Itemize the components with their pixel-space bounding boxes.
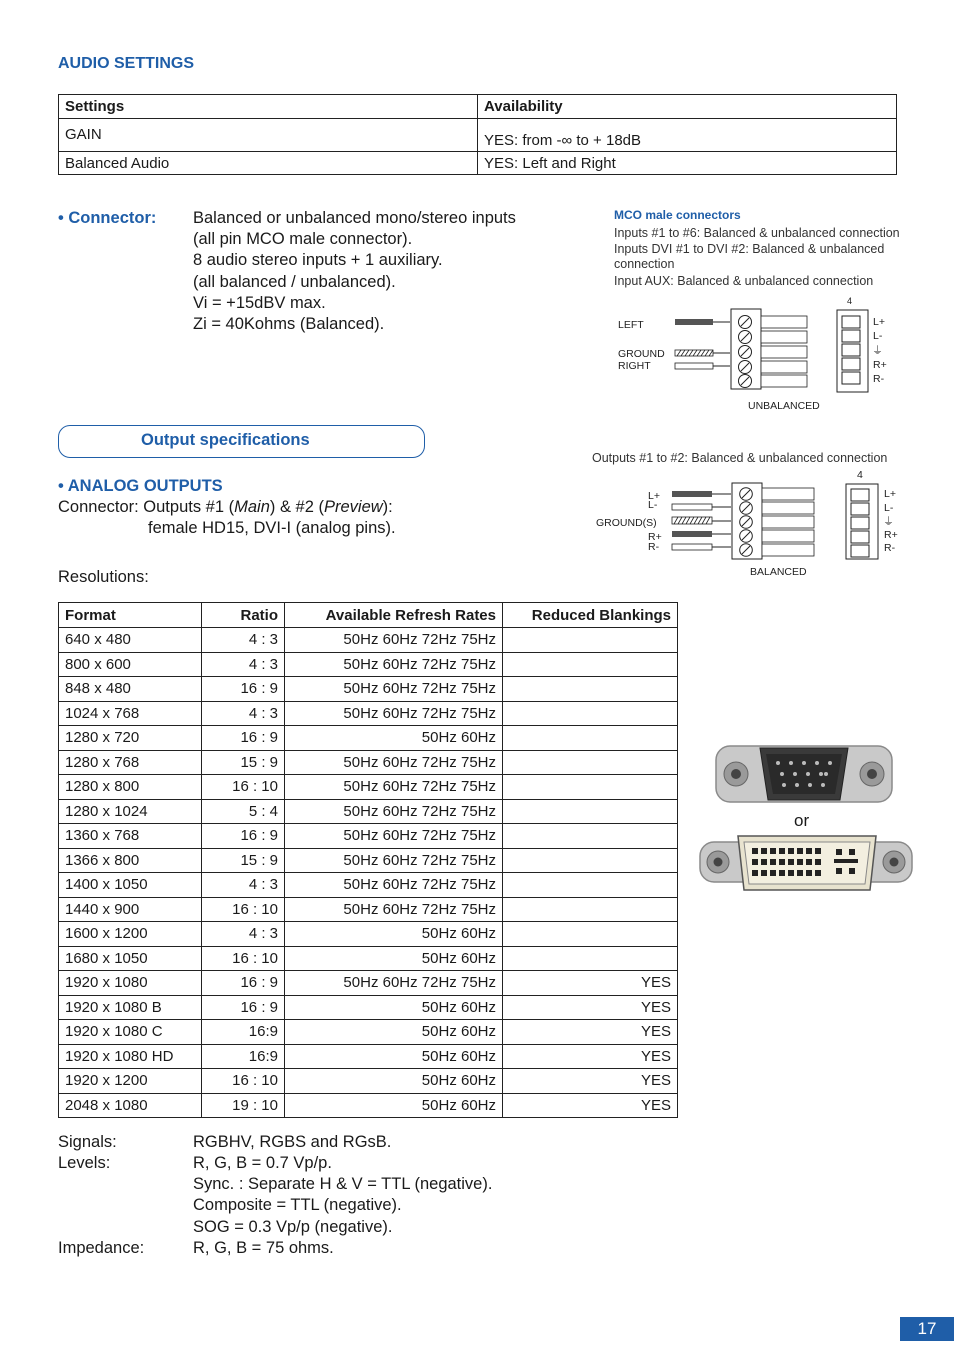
right-label: RIGHT	[618, 360, 651, 372]
table-cell: 50Hz 60Hz 72Hz 75Hz	[285, 897, 503, 922]
table-cell: YES	[503, 1020, 678, 1045]
table-cell: 50Hz 60Hz	[285, 1093, 503, 1118]
table-cell: 50Hz 60Hz	[285, 1020, 503, 1045]
balanced-wires	[672, 491, 731, 550]
table-cell: 4 : 3	[202, 628, 285, 653]
table-row	[59, 726, 678, 751]
table-row	[59, 971, 678, 996]
table-cell: 16:9	[202, 1020, 285, 1045]
outputs-note: Outputs #1 to #2: Balanced & unbalanced connection	[592, 451, 888, 465]
mco-notes	[614, 225, 900, 289]
table-header-row	[59, 603, 678, 628]
ground-label: GROUND	[618, 348, 665, 360]
table-cell: 50Hz 60Hz 72Hz 75Hz	[285, 750, 503, 775]
levels-line: Composite = TTL (negative).	[193, 1196, 402, 1215]
table-cell: 1366 x 800	[59, 848, 202, 873]
table-cell: 16 : 9	[202, 824, 285, 849]
main-label: Main	[234, 498, 270, 516]
pin-label: L+	[884, 488, 896, 500]
pin-label: R-	[884, 542, 896, 554]
table-cell: 4 : 3	[202, 652, 285, 677]
table-cell: 16 : 10	[202, 897, 285, 922]
table-cell: 50Hz 60Hz 72Hz 75Hz	[285, 971, 503, 996]
table-cell	[503, 628, 678, 653]
text-span: ) & #2 (	[269, 498, 324, 516]
table-cell: 1600 x 1200	[59, 922, 202, 947]
table-cell: 16 : 9	[202, 995, 285, 1020]
pin-count-label: 4	[847, 296, 853, 306]
table-cell	[503, 677, 678, 702]
pin-label: R+	[873, 359, 887, 371]
table-cell: 4 : 3	[202, 922, 285, 947]
column-header-format: Format	[59, 603, 202, 628]
table-cell	[503, 824, 678, 849]
table-cell: 50Hz 60Hz 72Hz 75Hz	[285, 775, 503, 800]
table-cell: 1680 x 1050	[59, 946, 202, 971]
wire-right	[675, 363, 730, 369]
table-cell: YES	[503, 1044, 678, 1069]
table-cell: YES	[503, 1093, 678, 1118]
table-row	[59, 677, 678, 702]
table-cell: 16:9	[202, 1044, 285, 1069]
table-row	[59, 1020, 678, 1045]
table-cell: 16 : 9	[202, 971, 285, 996]
table-cell: 50Hz 60Hz	[285, 1044, 503, 1069]
audio-settings-table	[58, 94, 897, 175]
table-cell: YES: Left and Right	[478, 152, 897, 175]
pin-label: L+	[873, 316, 885, 328]
pin-connector-side-view	[837, 310, 868, 392]
table-row	[59, 922, 678, 947]
output-specifications-box	[58, 425, 425, 458]
table-cell: YES	[503, 971, 678, 996]
table-cell: Balanced Audio	[59, 152, 478, 175]
table-cell: 50Hz 60Hz 72Hz 75Hz	[285, 873, 503, 898]
analog-connector-line	[58, 497, 393, 518]
page-number: 17	[900, 1317, 954, 1341]
audio-settings-heading: AUDIO SETTINGS	[58, 55, 195, 72]
table-cell: 4 : 3	[202, 873, 285, 898]
ground-symbol-icon: ⏚	[872, 345, 883, 357]
table-cell: 4 : 3	[202, 701, 285, 726]
rplus-label: R+	[648, 531, 662, 543]
mco-title: MCO male connectors	[614, 208, 741, 222]
table-cell: 16 : 10	[202, 946, 285, 971]
connector-line: 8 audio stereo inputs + 1 auxiliary.	[193, 251, 443, 270]
table-cell	[503, 897, 678, 922]
balanced-caption: BALANCED	[750, 566, 807, 578]
table-row	[59, 824, 678, 849]
wire-ground	[675, 350, 730, 356]
impedance-value: R, G, B = 75 ohms.	[193, 1239, 334, 1257]
mco-note: Inputs #1 to #6: Balanced & unbalanced connection	[614, 226, 900, 240]
table-cell: 50Hz 60Hz 72Hz 75Hz	[285, 628, 503, 653]
output-specifications-title: Output specifications	[141, 431, 310, 449]
table-cell: 1280 x 1024	[59, 799, 202, 824]
connector-line: Zi = 40Kohms (Balanced).	[193, 315, 385, 334]
table-row	[59, 946, 678, 971]
terminal-block	[731, 309, 807, 389]
table-cell: 15 : 9	[202, 848, 285, 873]
levels-line: Sync. : Separate H & V = TTL (negative).	[193, 1175, 493, 1194]
table-row	[59, 750, 678, 775]
table-cell: YES	[503, 995, 678, 1020]
mco-note: connection	[614, 257, 675, 271]
connector-line: (all pin MCO male connector).	[193, 230, 413, 249]
column-header-refresh-rates: Available Refresh Rates	[285, 603, 503, 628]
table-cell	[503, 946, 678, 971]
table-cell: 50Hz 60Hz	[285, 726, 503, 751]
column-header-reduced-blankings: Reduced Blankings	[503, 603, 678, 628]
table-cell	[503, 701, 678, 726]
unbalanced-wiring-diagram	[610, 292, 910, 417]
connector-description	[193, 208, 516, 335]
hd15-connector-image	[714, 738, 894, 810]
table-cell: 1280 x 720	[59, 726, 202, 751]
column-header-settings: Settings	[59, 95, 478, 119]
pin-label: L-	[873, 330, 883, 342]
table-cell	[503, 726, 678, 751]
table-cell: 50Hz 60Hz	[285, 922, 503, 947]
table-cell: 19 : 10	[202, 1093, 285, 1118]
table-cell: 800 x 600	[59, 652, 202, 677]
analog-outputs-heading: • ANALOG OUTPUTS	[58, 477, 223, 495]
column-header-availability: Availability	[478, 95, 897, 119]
table-cell: 50Hz 60Hz 72Hz 75Hz	[285, 848, 503, 873]
table-row	[59, 628, 678, 653]
balanced-wiring-diagram	[590, 466, 910, 581]
table-cell: 1400 x 1050	[59, 873, 202, 898]
table-cell: 50Hz 60Hz 72Hz 75Hz	[285, 677, 503, 702]
pin-label: R+	[884, 529, 898, 541]
table-row	[59, 995, 678, 1020]
pin-label: R-	[873, 373, 885, 385]
table-row	[59, 1093, 678, 1118]
table-row	[59, 1069, 678, 1094]
table-cell: 50Hz 60Hz	[285, 1069, 503, 1094]
column-header-ratio: Ratio	[202, 603, 285, 628]
table-row	[59, 701, 678, 726]
ground-s-label: GROUND(S)	[596, 517, 657, 529]
table-cell: 15 : 9	[202, 750, 285, 775]
ground-symbol-icon: ⏚	[883, 516, 894, 528]
pin-count-label: 4	[857, 469, 863, 481]
table-cell: 16 : 9	[202, 677, 285, 702]
table-row	[59, 897, 678, 922]
connector-line: Vi = +15dBV max.	[193, 293, 326, 312]
levels-values	[193, 1153, 492, 1238]
levels-label: Levels:	[58, 1154, 111, 1172]
table-cell: 16 : 10	[202, 775, 285, 800]
table-cell	[503, 922, 678, 947]
table-cell	[503, 873, 678, 898]
preview-label: Preview	[323, 498, 383, 516]
resolutions-table	[58, 602, 678, 1118]
mco-note: Inputs DVI #1 to DVI #2: Balanced & unbalanced	[614, 242, 885, 256]
table-cell: 1920 x 1080 B	[59, 995, 202, 1020]
signals-label: Signals:	[58, 1133, 117, 1151]
table-cell	[503, 775, 678, 800]
text-span: ):	[382, 498, 393, 516]
table-cell: YES	[503, 1069, 678, 1094]
analog-connector-types: female HD15, DVI-I (analog pins).	[148, 519, 396, 537]
table-cell: 5 : 4	[202, 799, 285, 824]
mco-note: Input AUX: Balanced & unbalanced connection	[614, 274, 874, 288]
table-cell: 1920 x 1080	[59, 971, 202, 996]
table-cell: 1920 x 1080 C	[59, 1020, 202, 1045]
table-cell: 50Hz 60Hz 72Hz 75Hz	[285, 652, 503, 677]
connector-line: Balanced or unbalanced mono/stereo inputs	[193, 209, 516, 227]
table-cell: 16 : 10	[202, 1069, 285, 1094]
table-cell: 16 : 9	[202, 726, 285, 751]
resolutions-table-body	[59, 628, 678, 1118]
dvi-connector-image	[698, 832, 914, 894]
table-row	[59, 152, 897, 175]
rminus-label: R-	[648, 541, 660, 553]
table-cell: YES: from -∞ to + 18dB	[478, 119, 897, 152]
connector-label: • Connector:	[58, 209, 157, 227]
table-row	[59, 119, 897, 152]
table-row	[59, 848, 678, 873]
connector-line: (all balanced / unbalanced).	[193, 272, 396, 291]
or-label: or	[794, 811, 810, 830]
table-cell	[503, 848, 678, 873]
terminal-block	[732, 483, 814, 559]
table-cell: 50Hz 60Hz 72Hz 75Hz	[285, 701, 503, 726]
wire-left	[675, 319, 730, 325]
resolutions-label: Resolutions:	[58, 568, 149, 586]
levels-line: SOG = 0.3 Vp/p (negative).	[193, 1217, 393, 1236]
table-cell: 1280 x 800	[59, 775, 202, 800]
table-cell: 1920 x 1200	[59, 1069, 202, 1094]
table-cell: 640 x 480	[59, 628, 202, 653]
lplus-label: L+	[648, 490, 660, 502]
pin-connector-side-view	[846, 484, 878, 559]
table-row	[59, 1044, 678, 1069]
unbalanced-caption: UNBALANCED	[748, 400, 820, 412]
lminus-label: L-	[648, 499, 658, 511]
table-cell: 1440 x 900	[59, 897, 202, 922]
table-cell: 2048 x 1080	[59, 1093, 202, 1118]
left-label: LEFT	[618, 319, 644, 331]
table-row	[59, 873, 678, 898]
table-cell: 50Hz 60Hz	[285, 995, 503, 1020]
table-cell	[503, 799, 678, 824]
table-cell: 1280 x 768	[59, 750, 202, 775]
table-cell: 1024 x 768	[59, 701, 202, 726]
table-cell	[503, 750, 678, 775]
table-cell: 1360 x 768	[59, 824, 202, 849]
table-cell: 50Hz 60Hz 72Hz 75Hz	[285, 824, 503, 849]
levels-line: R, G, B = 0.7 Vp/p.	[193, 1154, 332, 1172]
table-cell: GAIN	[59, 119, 478, 152]
table-row	[59, 799, 678, 824]
text-span: Connector: Outputs #1 (	[58, 498, 235, 516]
table-row	[59, 775, 678, 800]
signals-value: RGBHV, RGBS and RGsB.	[193, 1133, 392, 1151]
table-header-row	[59, 95, 897, 119]
table-cell	[503, 652, 678, 677]
table-cell: 50Hz 60Hz 72Hz 75Hz	[285, 799, 503, 824]
pin-label: L-	[884, 502, 894, 514]
table-cell: 1920 x 1080 HD	[59, 1044, 202, 1069]
impedance-label: Impedance:	[58, 1239, 145, 1257]
table-cell: 848 x 480	[59, 677, 202, 702]
table-cell: 50Hz 60Hz	[285, 946, 503, 971]
table-row	[59, 652, 678, 677]
